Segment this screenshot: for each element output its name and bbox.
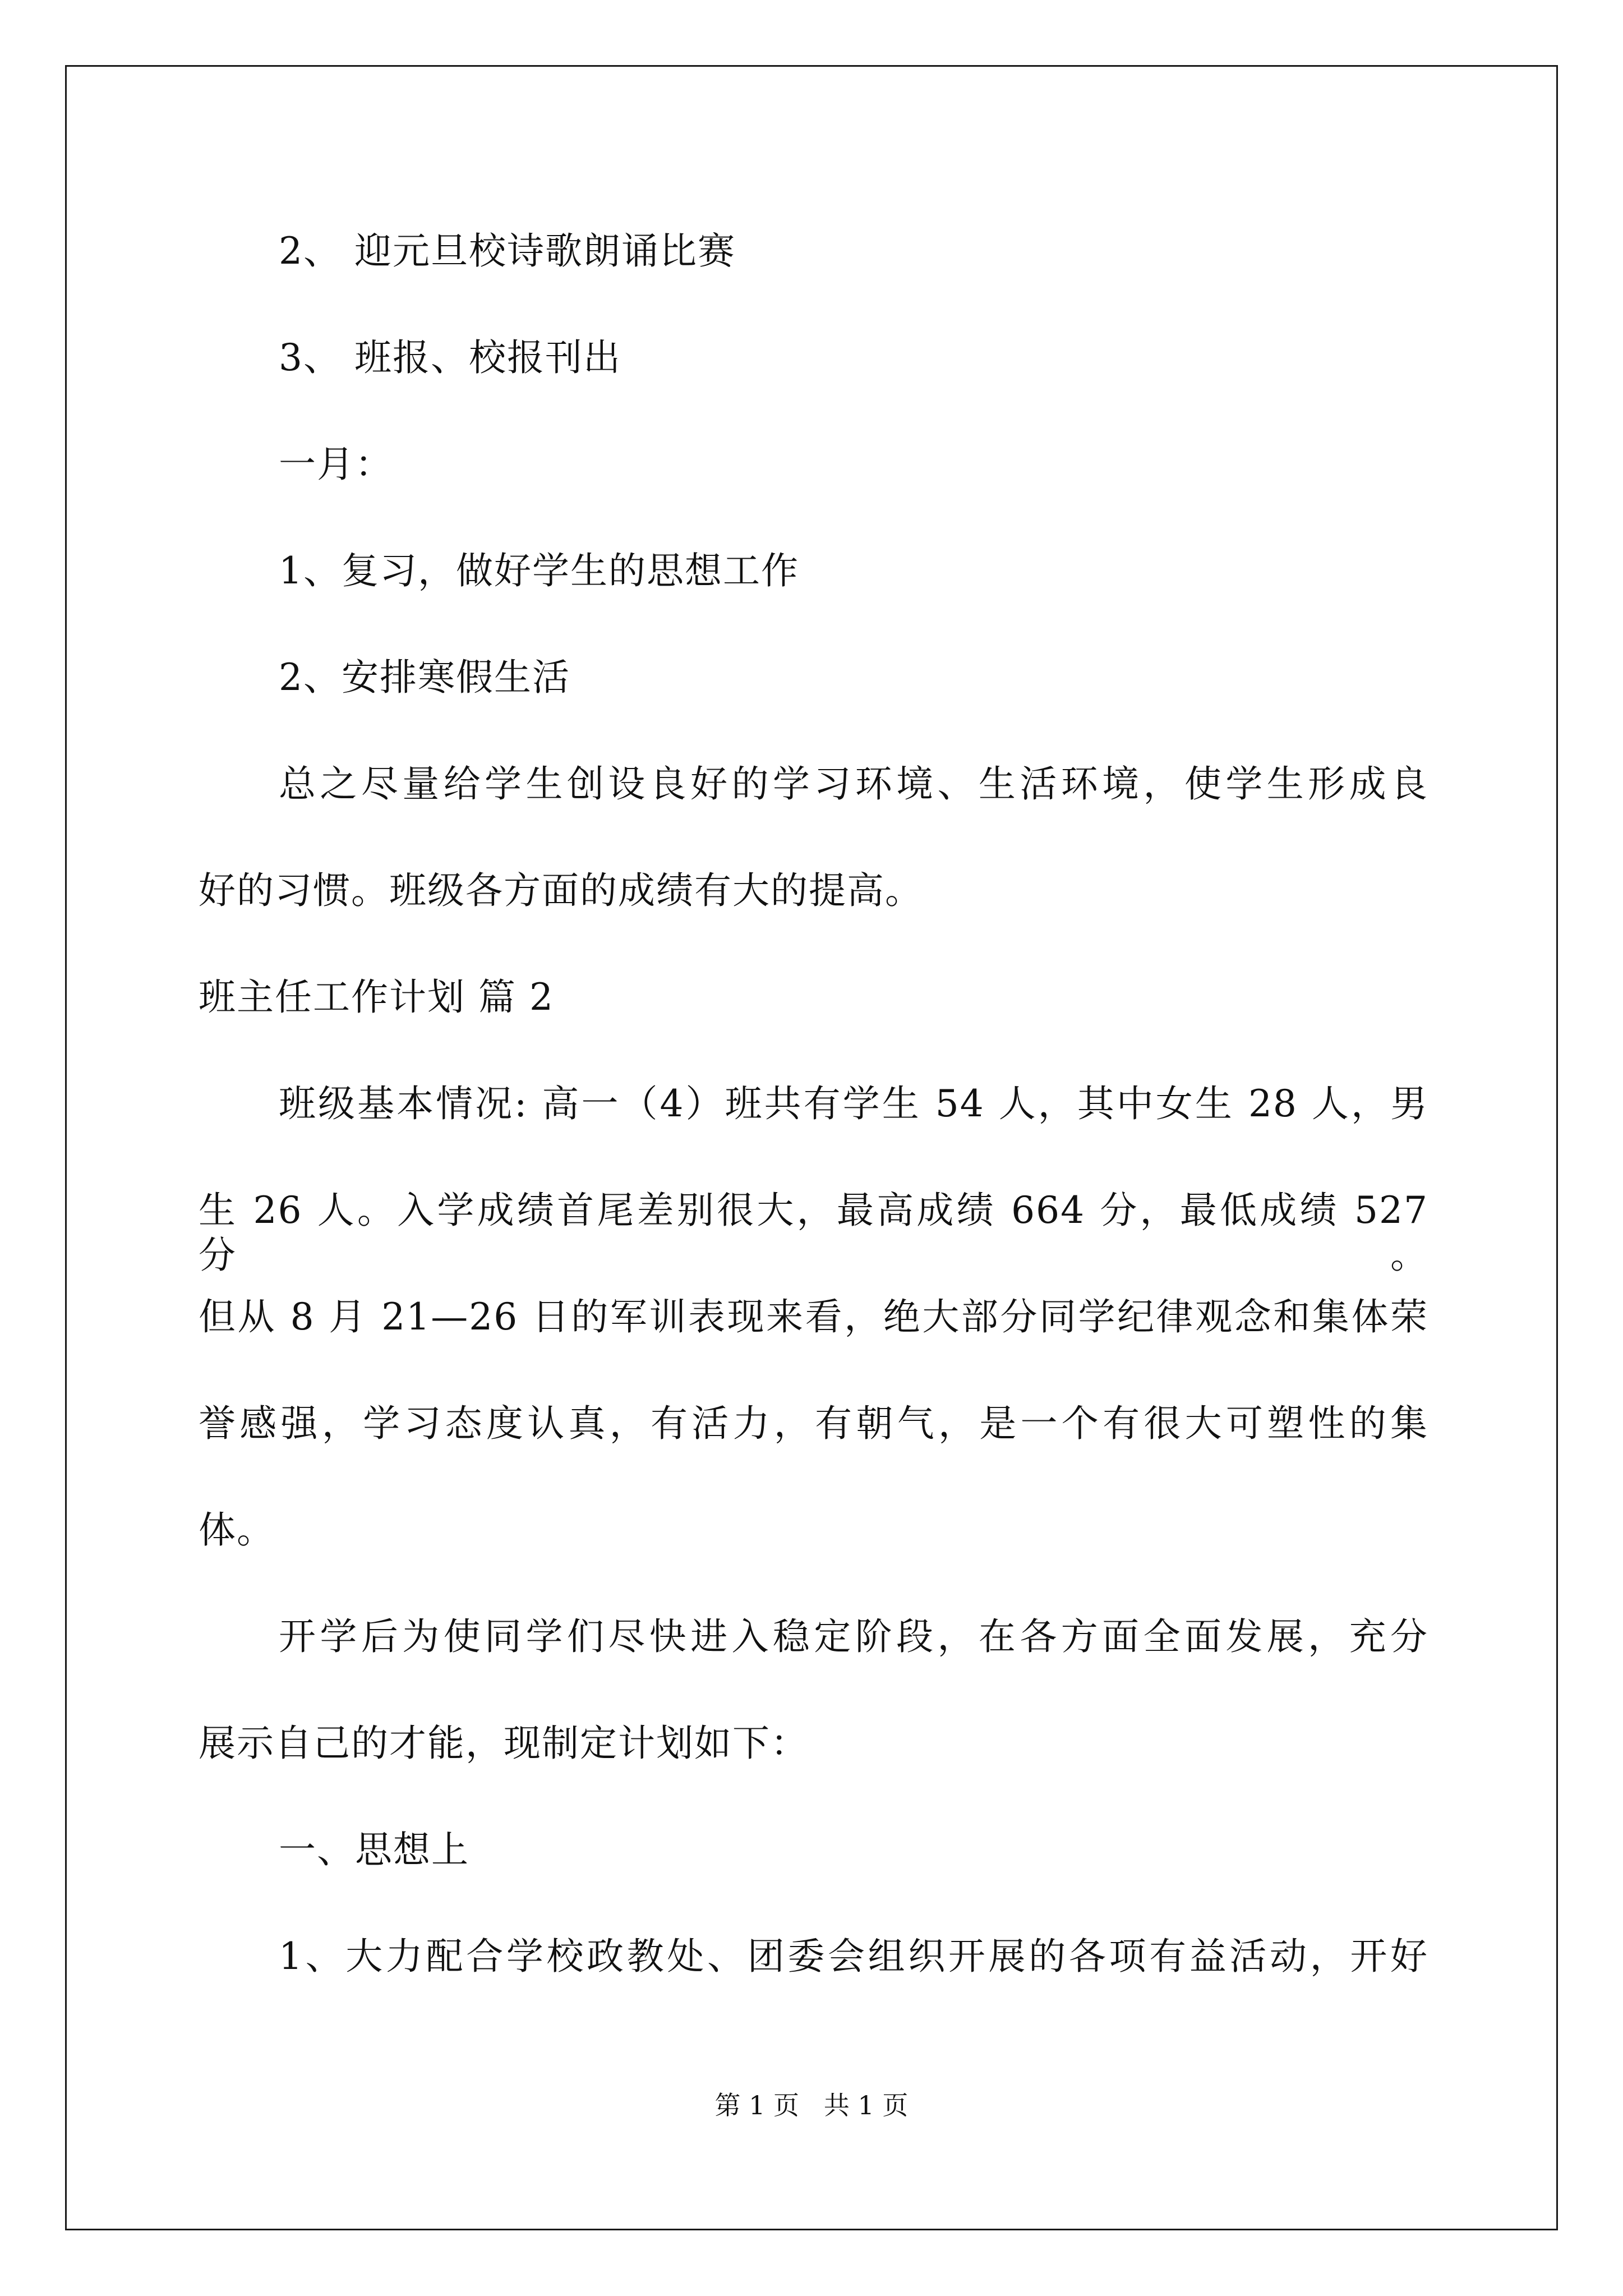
text-line-6: 总之尽量给学生创设良好的学习环境、生活环境，使学生形成良 — [279, 762, 1428, 806]
text-line-12: 誉感强，学习态度认真，有活力，有朝气，是一个有很大可塑性的集 — [199, 1402, 1428, 1445]
text-line-13: 体。 — [199, 1508, 275, 1552]
text-line-15: 展示自己的才能，现制定计划如下： — [199, 1722, 809, 1765]
text-line-11: 但从 8 月 21—26 日的军训表现来看，绝大部分同学纪律观念和集体荣 — [199, 1295, 1428, 1338]
text-line-5: 2、安排寒假生活 — [279, 656, 570, 699]
text-line-1: 2、 迎元旦校诗歌朗诵比赛 — [279, 229, 736, 273]
text-line-9: 班级基本情况: 高一（4）班共有学生 54 人，其中女生 28 人，男 — [279, 1082, 1428, 1125]
text-line-4: 1、复习，做好学生的思想工作 — [279, 549, 799, 592]
text-line-7: 好的习惯。班级各方面的成绩有大的提高。 — [199, 869, 923, 912]
text-line-14: 开学后为使同学们尽快进入稳定阶段，在各方面全面发展，充分 — [279, 1615, 1428, 1658]
page-footer: 第 1 页 共 1 页 — [714, 2090, 909, 2120]
page-border — [65, 65, 1558, 2230]
text-line-10: 生 26 人。入学成绩首尾差别很大，最高成绩 664 分，最低成绩 527 分。 — [199, 1189, 1428, 1277]
section-heading: 班主任工作计划 篇 2 — [199, 976, 554, 1019]
text-line-17: 1、大力配合学校政教处、团委会组织开展的各项有益活动，开好 — [279, 1935, 1428, 1978]
text-line-3: 一月： — [279, 443, 393, 486]
text-line-2: 3、 班报、校报刊出 — [279, 336, 621, 379]
text-line-16: 一、思想上 — [279, 1828, 469, 1871]
